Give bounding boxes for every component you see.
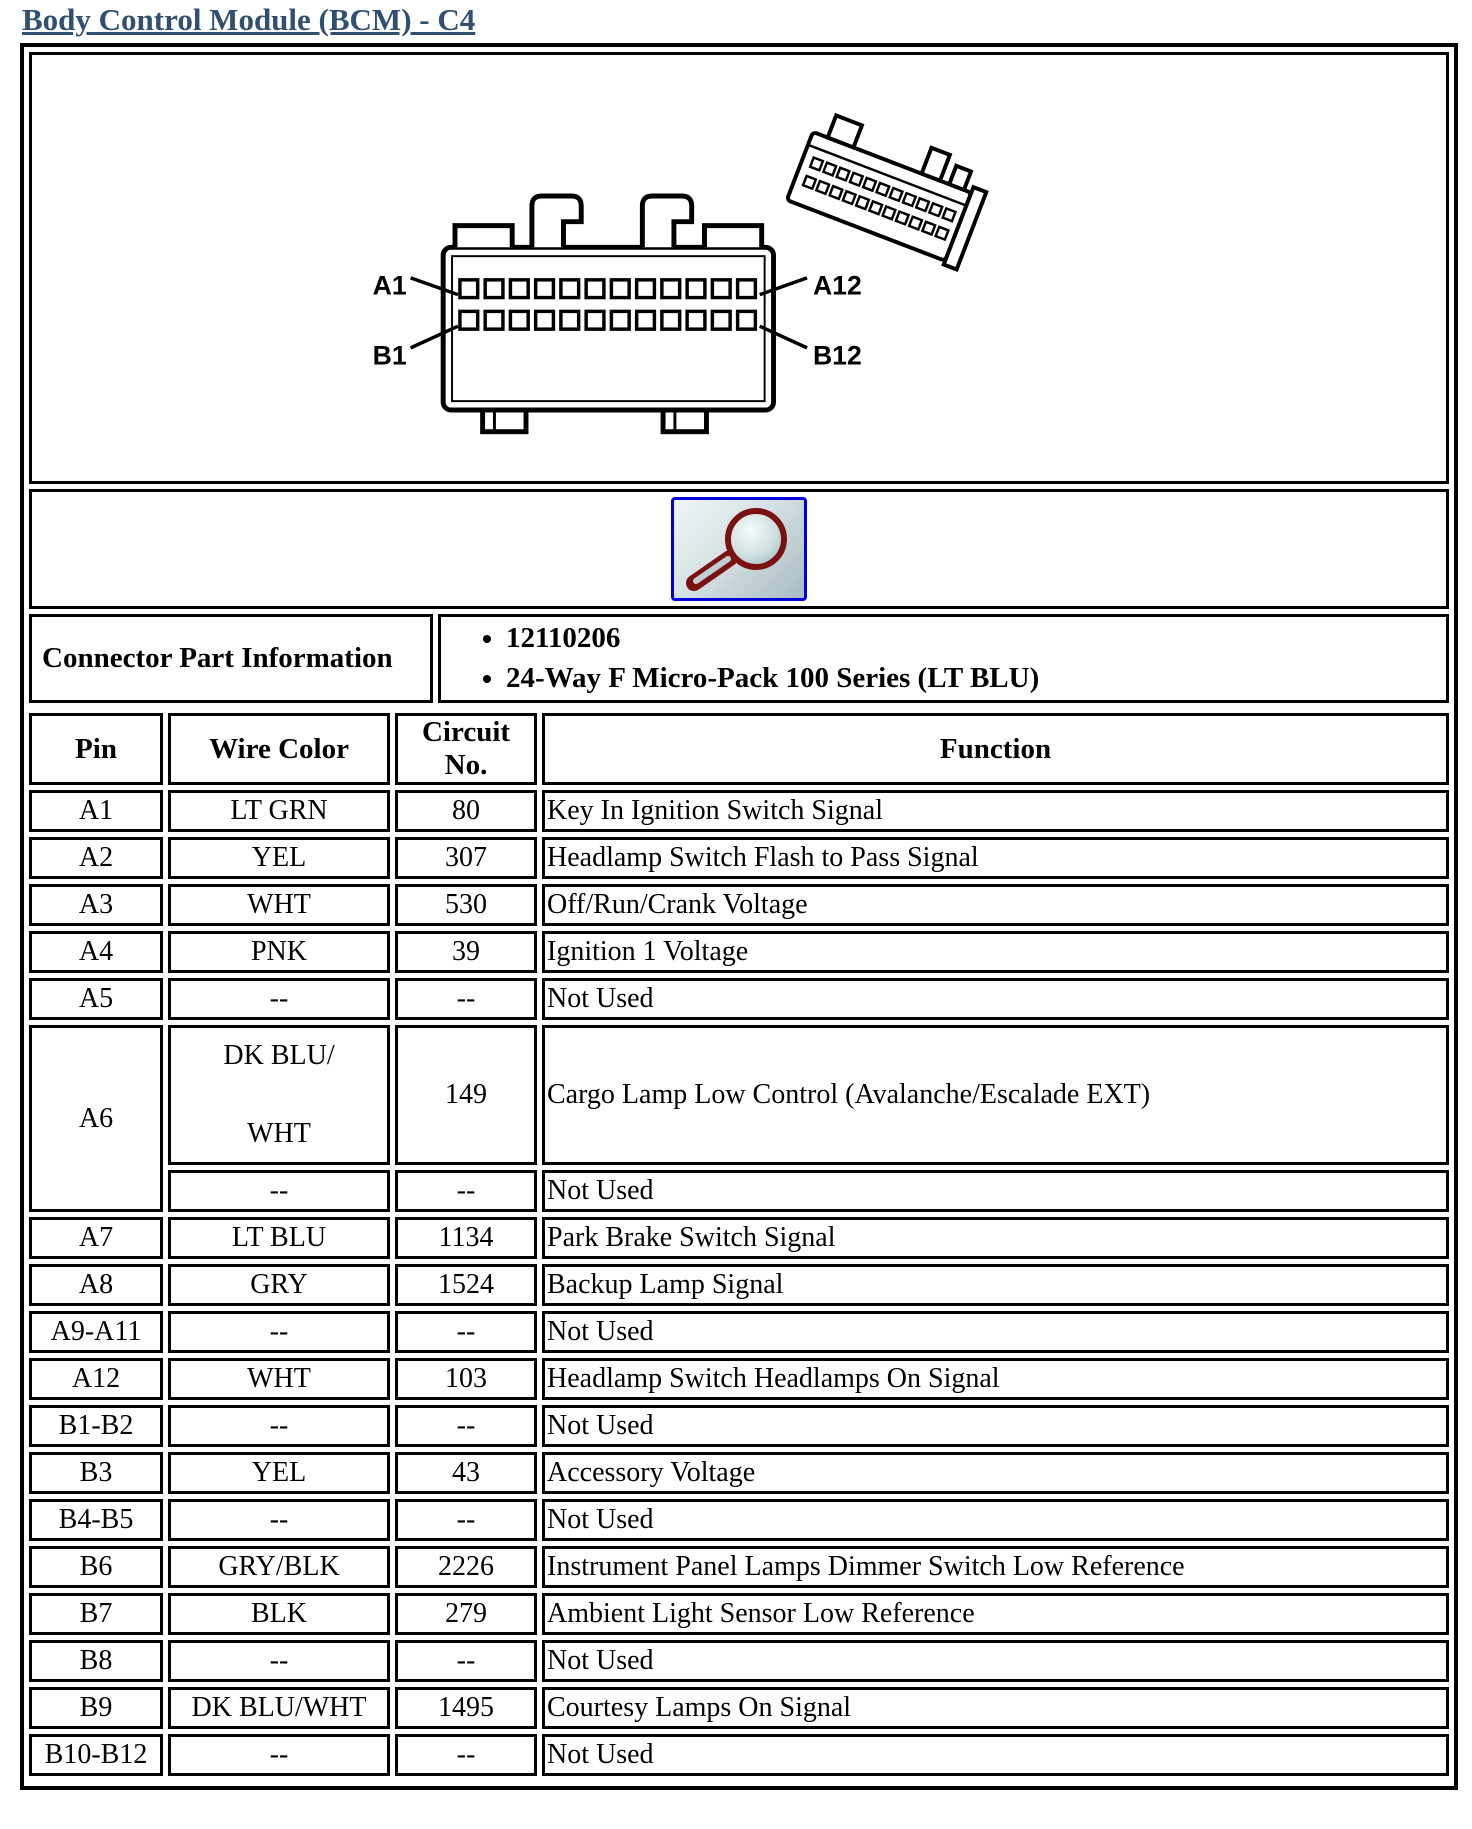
- circuit-cell: --: [395, 978, 537, 1020]
- function-cell: Backup Lamp Signal: [542, 1264, 1449, 1306]
- wire-color-cell: YEL: [168, 837, 390, 879]
- wire-color-cell: BLK: [168, 1593, 390, 1635]
- wire-color-cell: WHT: [168, 1358, 390, 1400]
- pin-cell: B7: [29, 1593, 163, 1635]
- wire-color-cell: --: [168, 1405, 390, 1447]
- wire-color-cell: LT GRN: [168, 790, 390, 832]
- pin-cell: A1: [29, 790, 163, 832]
- circuit-cell: 1495: [395, 1687, 537, 1729]
- wire-color-cell: DK BLU/WHT: [168, 1687, 390, 1729]
- pin-cell: A2: [29, 837, 163, 879]
- circuit-cell: 530: [395, 884, 537, 926]
- function-cell: Off/Run/Crank Voltage: [542, 884, 1449, 926]
- circuit-cell: --: [395, 1499, 537, 1541]
- pin-cell: A5: [29, 978, 163, 1020]
- table-row: [29, 837, 1449, 879]
- circuit-cell: 307: [395, 837, 537, 879]
- page-header: [22, 2, 1472, 38]
- pin-cell: B3: [29, 1452, 163, 1494]
- header-circuit-no: Circuit No.: [395, 713, 537, 785]
- pin-cell: A12: [29, 1358, 163, 1400]
- table-row: [29, 1499, 1449, 1541]
- table-row: [29, 1358, 1449, 1400]
- wire-color-cell: GRY/BLK: [168, 1546, 390, 1588]
- circuit-cell: --: [395, 1640, 537, 1682]
- circuit-cell: --: [395, 1170, 537, 1212]
- function-cell: Ambient Light Sensor Low Reference: [542, 1593, 1449, 1635]
- wire-color-cell: --: [168, 1734, 390, 1776]
- wire-color-cell: GRY: [168, 1264, 390, 1306]
- circuit-cell: 43: [395, 1452, 537, 1494]
- wire-color-cell: --: [168, 1311, 390, 1353]
- table-subrow: [29, 1170, 1449, 1212]
- connector-diagram: [32, 55, 1446, 481]
- function-cell: Not Used: [542, 1170, 1449, 1212]
- function-cell: Key In Ignition Switch Signal: [542, 790, 1449, 832]
- wire-color-cell: DK BLU/ WHT: [168, 1025, 390, 1165]
- circuit-cell: --: [395, 1311, 537, 1353]
- table-row: [29, 1264, 1449, 1306]
- function-cell: Instrument Panel Lamps Dimmer Switch Low Reference: [542, 1546, 1449, 1588]
- pin-cell: A4: [29, 931, 163, 973]
- circuit-cell: 149: [395, 1025, 537, 1165]
- circuit-cell: --: [395, 1734, 537, 1776]
- function-cell: Not Used: [542, 1405, 1449, 1447]
- connector-diagram-cell: [29, 52, 1449, 484]
- table-row: [29, 1687, 1449, 1729]
- table-row: [29, 1593, 1449, 1635]
- pin-cell: A6: [29, 1025, 163, 1212]
- circuit-cell: 1524: [395, 1264, 537, 1306]
- part-info-values-cell: [438, 614, 1449, 703]
- part-info-label-cell: Connector Part Information: [29, 614, 433, 703]
- connector-perspective-view: [785, 106, 994, 269]
- magnifier-icon: [678, 503, 800, 595]
- pin-label-b1: B1: [372, 340, 407, 371]
- pin-label-a1: A1: [372, 270, 407, 301]
- page-title-link[interactable]: Body Control Module (BCM) - C4: [22, 2, 476, 37]
- table-row: [29, 1734, 1449, 1776]
- header-wire-color: Wire Color: [168, 713, 390, 785]
- function-cell: Not Used: [542, 978, 1449, 1020]
- magnifier-cell: [29, 489, 1449, 609]
- circuit-cell: 103: [395, 1358, 537, 1400]
- wire-color-cell: YEL: [168, 1452, 390, 1494]
- part-info-row: [29, 614, 1449, 703]
- wire-color-cell: PNK: [168, 931, 390, 973]
- function-cell: Ignition 1 Voltage: [542, 931, 1449, 973]
- function-cell: Not Used: [542, 1734, 1449, 1776]
- table-row: [29, 931, 1449, 973]
- wire-color-cell: LT BLU: [168, 1217, 390, 1259]
- function-cell: Park Brake Switch Signal: [542, 1217, 1449, 1259]
- connector-info-frame: [20, 43, 1458, 1790]
- pinout-header-row: [29, 713, 1449, 785]
- table-row: [29, 1640, 1449, 1682]
- function-cell: Not Used: [542, 1640, 1449, 1682]
- pin-cell: B6: [29, 1546, 163, 1588]
- function-cell: Not Used: [542, 1499, 1449, 1541]
- function-cell: Courtesy Lamps On Signal: [542, 1687, 1449, 1729]
- pin-cell: B4-B5: [29, 1499, 163, 1541]
- table-row: [29, 1311, 1449, 1353]
- pin-cell: B1-B2: [29, 1405, 163, 1447]
- wire-color-cell: --: [168, 1170, 390, 1212]
- circuit-cell: 1134: [395, 1217, 537, 1259]
- table-row: [29, 1025, 1449, 1165]
- pin-cell: B9: [29, 1687, 163, 1729]
- pin-label-a12: A12: [812, 270, 862, 301]
- table-row: [29, 1217, 1449, 1259]
- table-row: [29, 978, 1449, 1020]
- function-cell: Headlamp Switch Headlamps On Signal: [542, 1358, 1449, 1400]
- table-row: [29, 884, 1449, 926]
- function-cell: Not Used: [542, 1311, 1449, 1353]
- circuit-cell: 279: [395, 1593, 537, 1635]
- pin-cell: B10-B12: [29, 1734, 163, 1776]
- wire-color-cell: --: [168, 1640, 390, 1682]
- connector-type: • 24-Way F Micro-Pack 100 Series (LT BLU): [506, 660, 1445, 698]
- table-row: [29, 1546, 1449, 1588]
- pin-label-b12: B12: [812, 340, 862, 371]
- pin-cell: A8: [29, 1264, 163, 1306]
- circuit-cell: 2226: [395, 1546, 537, 1588]
- circuit-cell: --: [395, 1405, 537, 1447]
- part-number: • 12110206: [506, 620, 1445, 658]
- pinout-table: [24, 708, 1454, 1781]
- connector-front-view: [411, 196, 807, 432]
- header-function: Function: [542, 713, 1449, 785]
- table-row: [29, 790, 1449, 832]
- table-row: [29, 1405, 1449, 1447]
- header-pin: Pin: [29, 713, 163, 785]
- table-row: [29, 1452, 1449, 1494]
- circuit-cell: 80: [395, 790, 537, 832]
- pin-cell: A7: [29, 1217, 163, 1259]
- function-cell: Accessory Voltage: [542, 1452, 1449, 1494]
- function-cell: Headlamp Switch Flash to Pass Signal: [542, 837, 1449, 879]
- pin-cell: A9-A11: [29, 1311, 163, 1353]
- pin-table-body: [29, 790, 1449, 1776]
- circuit-cell: 39: [395, 931, 537, 973]
- zoom-image-button[interactable]: [671, 497, 807, 601]
- wire-color-cell: --: [168, 978, 390, 1020]
- function-cell: Cargo Lamp Low Control (Avalanche/Escalade EXT): [542, 1025, 1449, 1165]
- part-info-table: [24, 609, 1454, 708]
- wire-color-cell: WHT: [168, 884, 390, 926]
- wire-color-cell: --: [168, 1499, 390, 1541]
- pin-cell: B8: [29, 1640, 163, 1682]
- pin-cell: A3: [29, 884, 163, 926]
